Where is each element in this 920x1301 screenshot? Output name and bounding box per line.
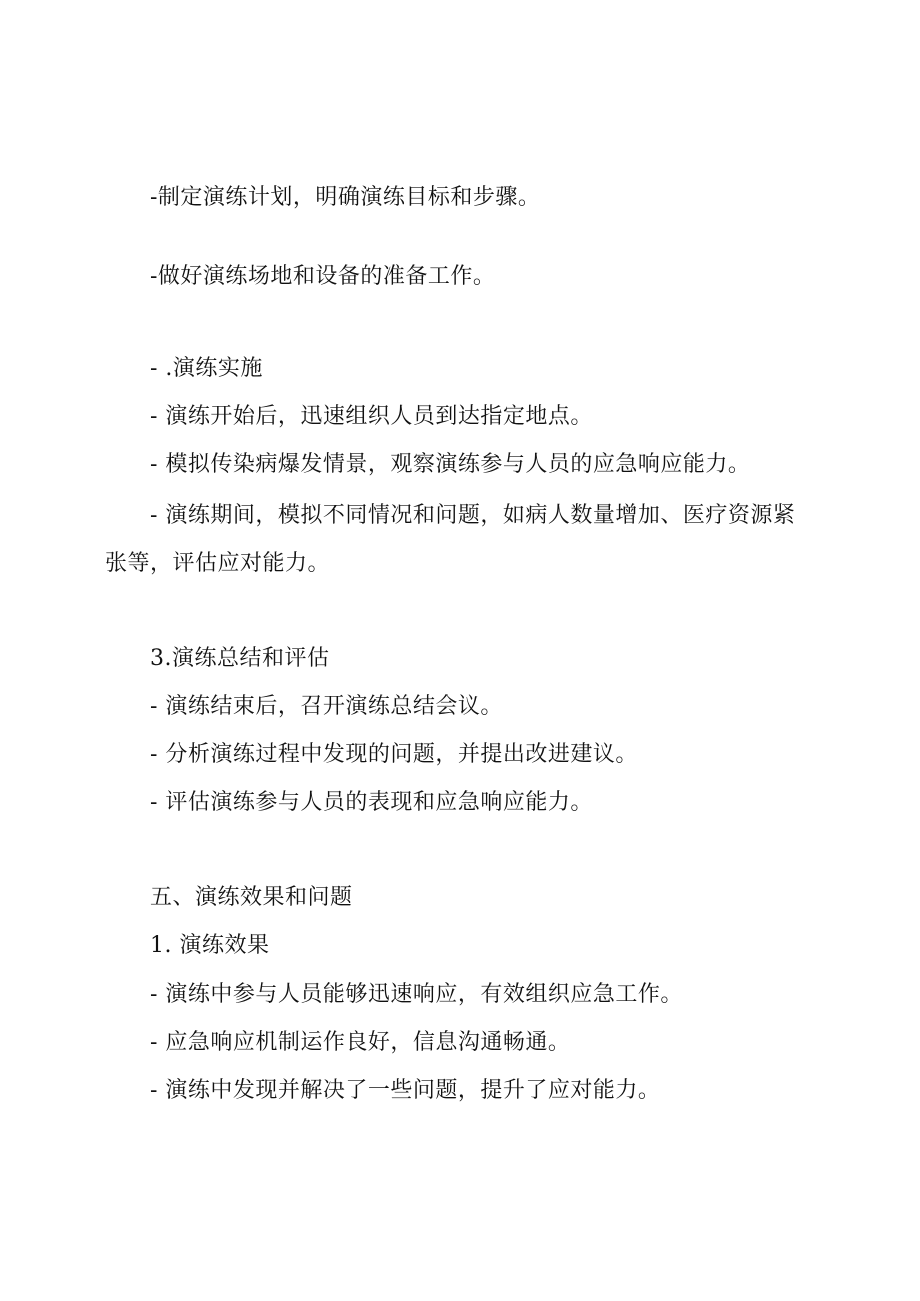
paragraph-analyze: - 分析演练过程中发现的问题，并提出改进建议。 <box>150 742 638 767</box>
chapter-heading-effects: 五、演练效果和问题 <box>150 885 353 910</box>
paragraph-plan: -制定演练计划，明确演练目标和步骤。 <box>150 185 541 210</box>
paragraph-mechanism: - 应急响应机制运作良好，信息沟通畅通。 <box>150 1030 571 1055</box>
paragraph-response: - 演练中参与人员能够迅速响应，有效组织应急工作。 <box>150 982 683 1007</box>
section-heading-implementation: - .演练实施 <box>150 356 263 381</box>
paragraph-meeting: - 演练结束后，召开演练总结会议。 <box>150 694 503 719</box>
paragraph-simulate: - 模拟传染病爆发情景，观察演练参与人员的应急响应能力。 <box>150 452 751 477</box>
paragraph-evaluate: - 评估演练参与人员的表现和应急响应能力。 <box>150 790 593 815</box>
paragraph-solved: - 演练中发现并解决了一些问题，提升了应对能力。 <box>150 1078 661 1103</box>
paragraph-prep: -做好演练场地和设备的准备工作。 <box>150 264 496 289</box>
section-heading-summary: 3.演练总结和评估 <box>150 646 330 671</box>
paragraph-during: - 演练期间，模拟不同情况和问题，如病人数量增加、医疗资源紧张等，评估应对能力。 <box>105 503 796 576</box>
paragraph-start: - 演练开始后，迅速组织人员到达指定地点。 <box>150 404 593 429</box>
subsection-heading-effects: 1. 演练效果 <box>150 933 270 958</box>
